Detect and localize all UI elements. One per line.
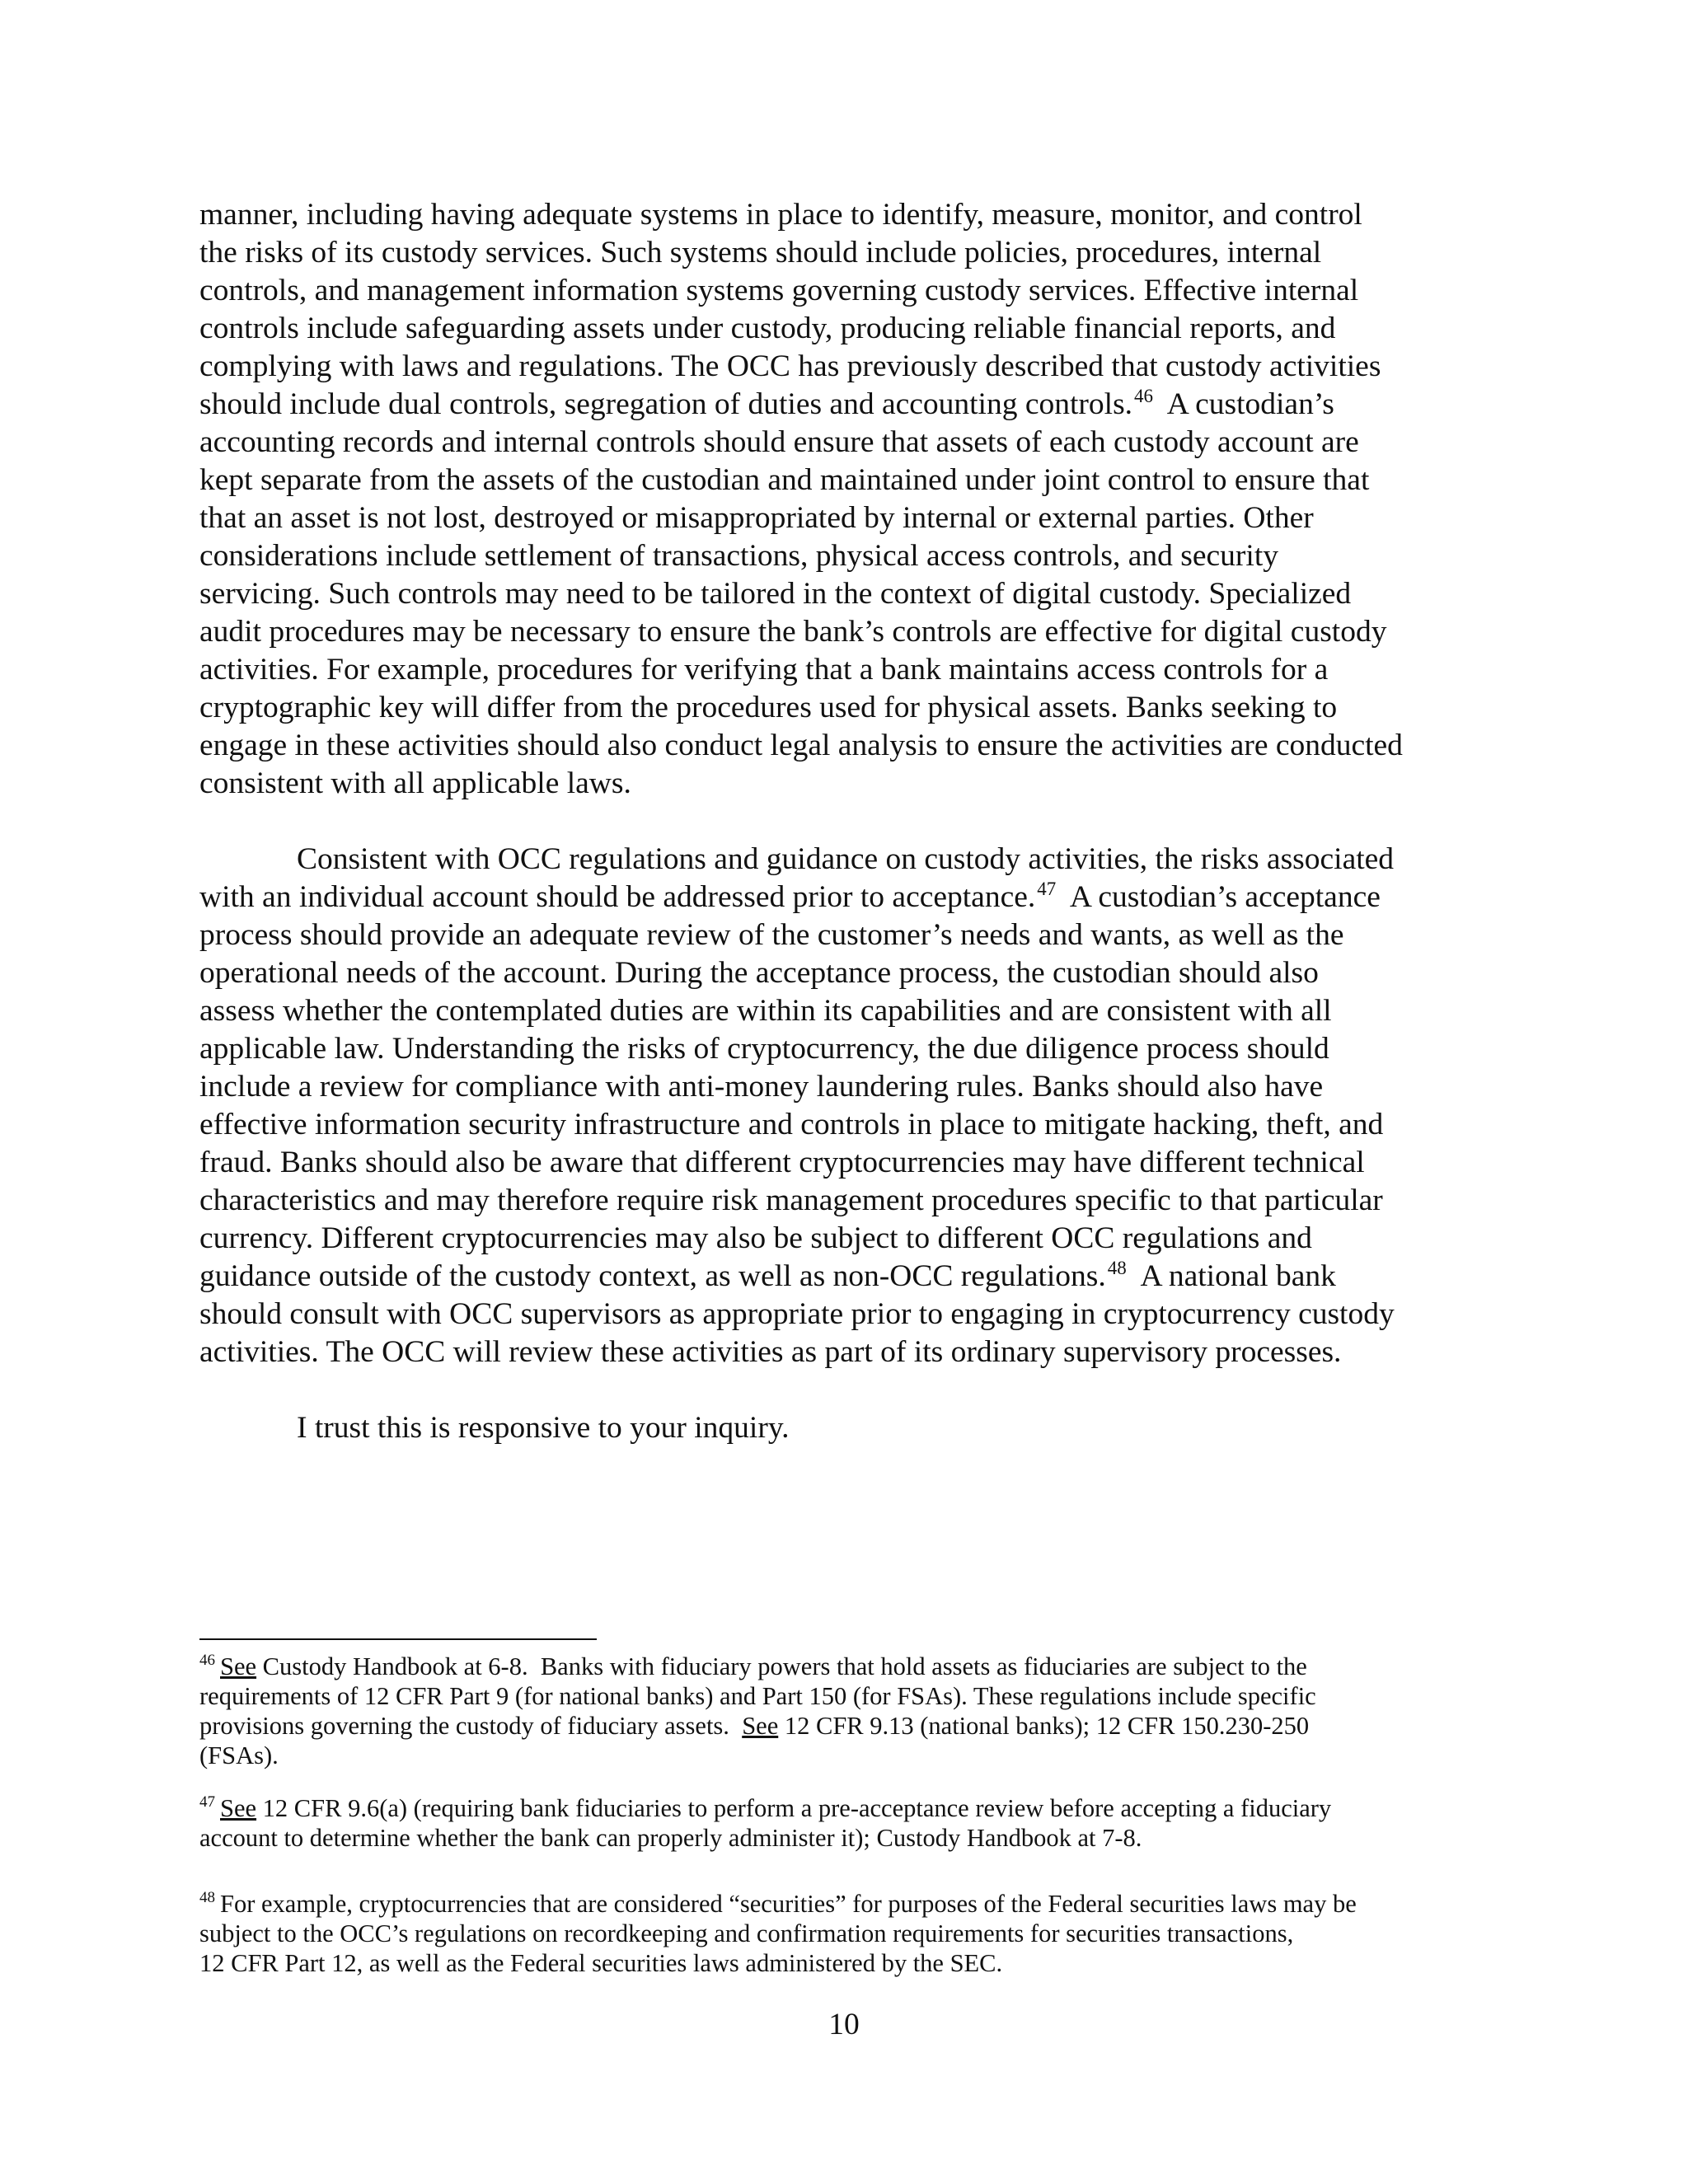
text-line [199,1793,1503,1823]
text-line: process should provide an adequate review of the customer’s needs and wants, as well as the [199,918,1344,952]
text-line: include a review for compliance with anti-money laundering rules. Banks should also have [199,1070,1324,1104]
citation-signal: See [220,1652,257,1680]
text-line: requirements of 12 CFR Part 9 (for national banks) and Part 150 (for FSAs). These regulations include specific [199,1682,1316,1710]
text-line [199,386,1503,424]
text-line [199,1409,1503,1447]
text-line: assess whether the contemplated duties are within its capabilities and are consistent with all [199,994,1332,1028]
paragraph-closing [199,1409,1503,1447]
citation-signal: See [742,1712,779,1740]
text-line: kept separate from the assets of the custodian and maintained under joint control to ensure that [199,463,1370,497]
text-line: activities. The OCC will review these activities as part of its ordinary supervisory processes. [199,1335,1342,1369]
text-line: cryptographic key will differ from the procedures used for physical assets. Banks seeking to [199,691,1338,724]
text-segment: 12 CFR 9.13 (national banks); 12 CFR 150.230-250 [778,1712,1310,1740]
text-segment: Consistent with OCC regulations and guidance on custody activities, the risks associated [297,842,1395,876]
text-segment: Custody Handbook at 6-8. Banks with fiduciary powers that hold assets as fiduciaries are subject to the [256,1652,1307,1680]
text-segment: A custodian’s [1153,387,1334,421]
footnote-ref-47[interactable]: 47 [1037,879,1057,899]
text-line: servicing. Such controls may need to be tailored in the context of digital custody. Specialized [199,577,1352,611]
text-line: fraud. Banks should also be aware that different cryptocurrencies may have different technical [199,1146,1365,1179]
paragraph-account-acceptance [199,841,1503,1371]
text-line: that an asset is not lost, destroyed or misappropriated by internal or external parties. Other [199,501,1314,535]
page-number: 10 [828,2008,860,2041]
text-line [199,1258,1503,1296]
text-line: engage in these activities should also conduct legal analysis to ensure the activities are conducted [199,729,1403,762]
text-line: manner, including having adequate systems in place to identify, measure, monitor, and control [199,198,1362,232]
document-body [199,196,1503,1447]
footnote-ref-46[interactable]: 46 [1134,386,1154,406]
text-line: considerations include settlement of transactions, physical access controls, and security [199,539,1278,573]
text-line: effective information security infrastructure and controls in place to mitigate hacking, theft, and [199,1108,1384,1141]
text-line: controls include safeguarding assets under custody, producing reliable financial reports, and [199,312,1336,345]
text-line: subject to the OCC’s regulations on recordkeeping and confirmation requirements for securities transactions, [199,1919,1294,1947]
footnote-separator [199,1638,597,1640]
text-line: audit procedures may be necessary to ensure the bank’s controls are effective for digital custody [199,615,1387,649]
footnote-number: 47 [199,1793,215,1811]
text-line: should consult with OCC supervisors as appropriate prior to engaging in cryptocurrency custody [199,1297,1395,1331]
text-segment: provisions governing the custody of fiduciary assets. [199,1712,743,1740]
text-line: account to determine whether the bank can properly administer it); Custody Handbook at 7-8. [199,1824,1142,1852]
footnote-ref-48[interactable]: 48 [1107,1258,1127,1278]
text-segment: For example, cryptocurrencies that are considered “securities” for purposes of the Federal securities laws may be [220,1890,1357,1918]
text-line: 12 CFR Part 12, as well as the Federal securities laws administered by the SEC. [199,1949,1003,1977]
text-line: complying with laws and regulations. The OCC has previously described that custody activities [199,349,1381,383]
text-segment: I trust this is responsive to your inquiry. [297,1411,790,1445]
text-line [199,1652,1503,1681]
footnote-number: 48 [199,1889,215,1906]
text-segment: A custodian’s acceptance [1056,880,1381,914]
footnotes [199,1652,1503,1978]
text-line [199,879,1503,916]
footnote-47 [199,1793,1503,1853]
text-segment: guidance outside of the custody context, as well as non-OCC regulations. [199,1259,1106,1293]
text-line: operational needs of the account. During the acceptance process, the custodian should also [199,956,1319,990]
text-line: (FSAs). [199,1741,279,1769]
text-line: consistent with all applicable laws. [199,766,631,800]
text-segment: A national bank [1126,1259,1336,1293]
citation-signal: See [220,1794,257,1822]
text-line: accounting records and internal controls should ensure that assets of each custody account are [199,425,1359,459]
text-segment: should include dual controls, segregation of duties and accounting controls. [199,387,1133,421]
paragraph-custody-controls [199,196,1503,803]
text-line: applicable law. Understanding the risks of cryptocurrency, the due diligence process should [199,1032,1329,1066]
footnote-number: 46 [199,1652,215,1669]
text-line: the risks of its custody services. Such systems should include policies, procedures, internal [199,236,1322,269]
footnote-48 [199,1889,1503,1978]
text-line [199,841,1503,879]
text-line: controls, and management information systems governing custody services. Effective internal [199,274,1359,307]
footnote-46 [199,1652,1503,1770]
text-segment: 12 CFR 9.6(a) (requiring bank fiduciaries to perform a pre-acceptance review before accepting a fiduciary [256,1794,1332,1822]
text-line [199,1889,1503,1919]
text-line [199,1711,1503,1741]
text-segment: with an individual account should be addressed prior to acceptance. [199,880,1036,914]
text-line: activities. For example, procedures for verifying that a bank maintains access controls for a [199,653,1329,687]
text-line: characteristics and may therefore require risk management procedures specific to that particular [199,1183,1383,1217]
text-line: currency. Different cryptocurrencies may also be subject to different OCC regulations and [199,1221,1312,1255]
